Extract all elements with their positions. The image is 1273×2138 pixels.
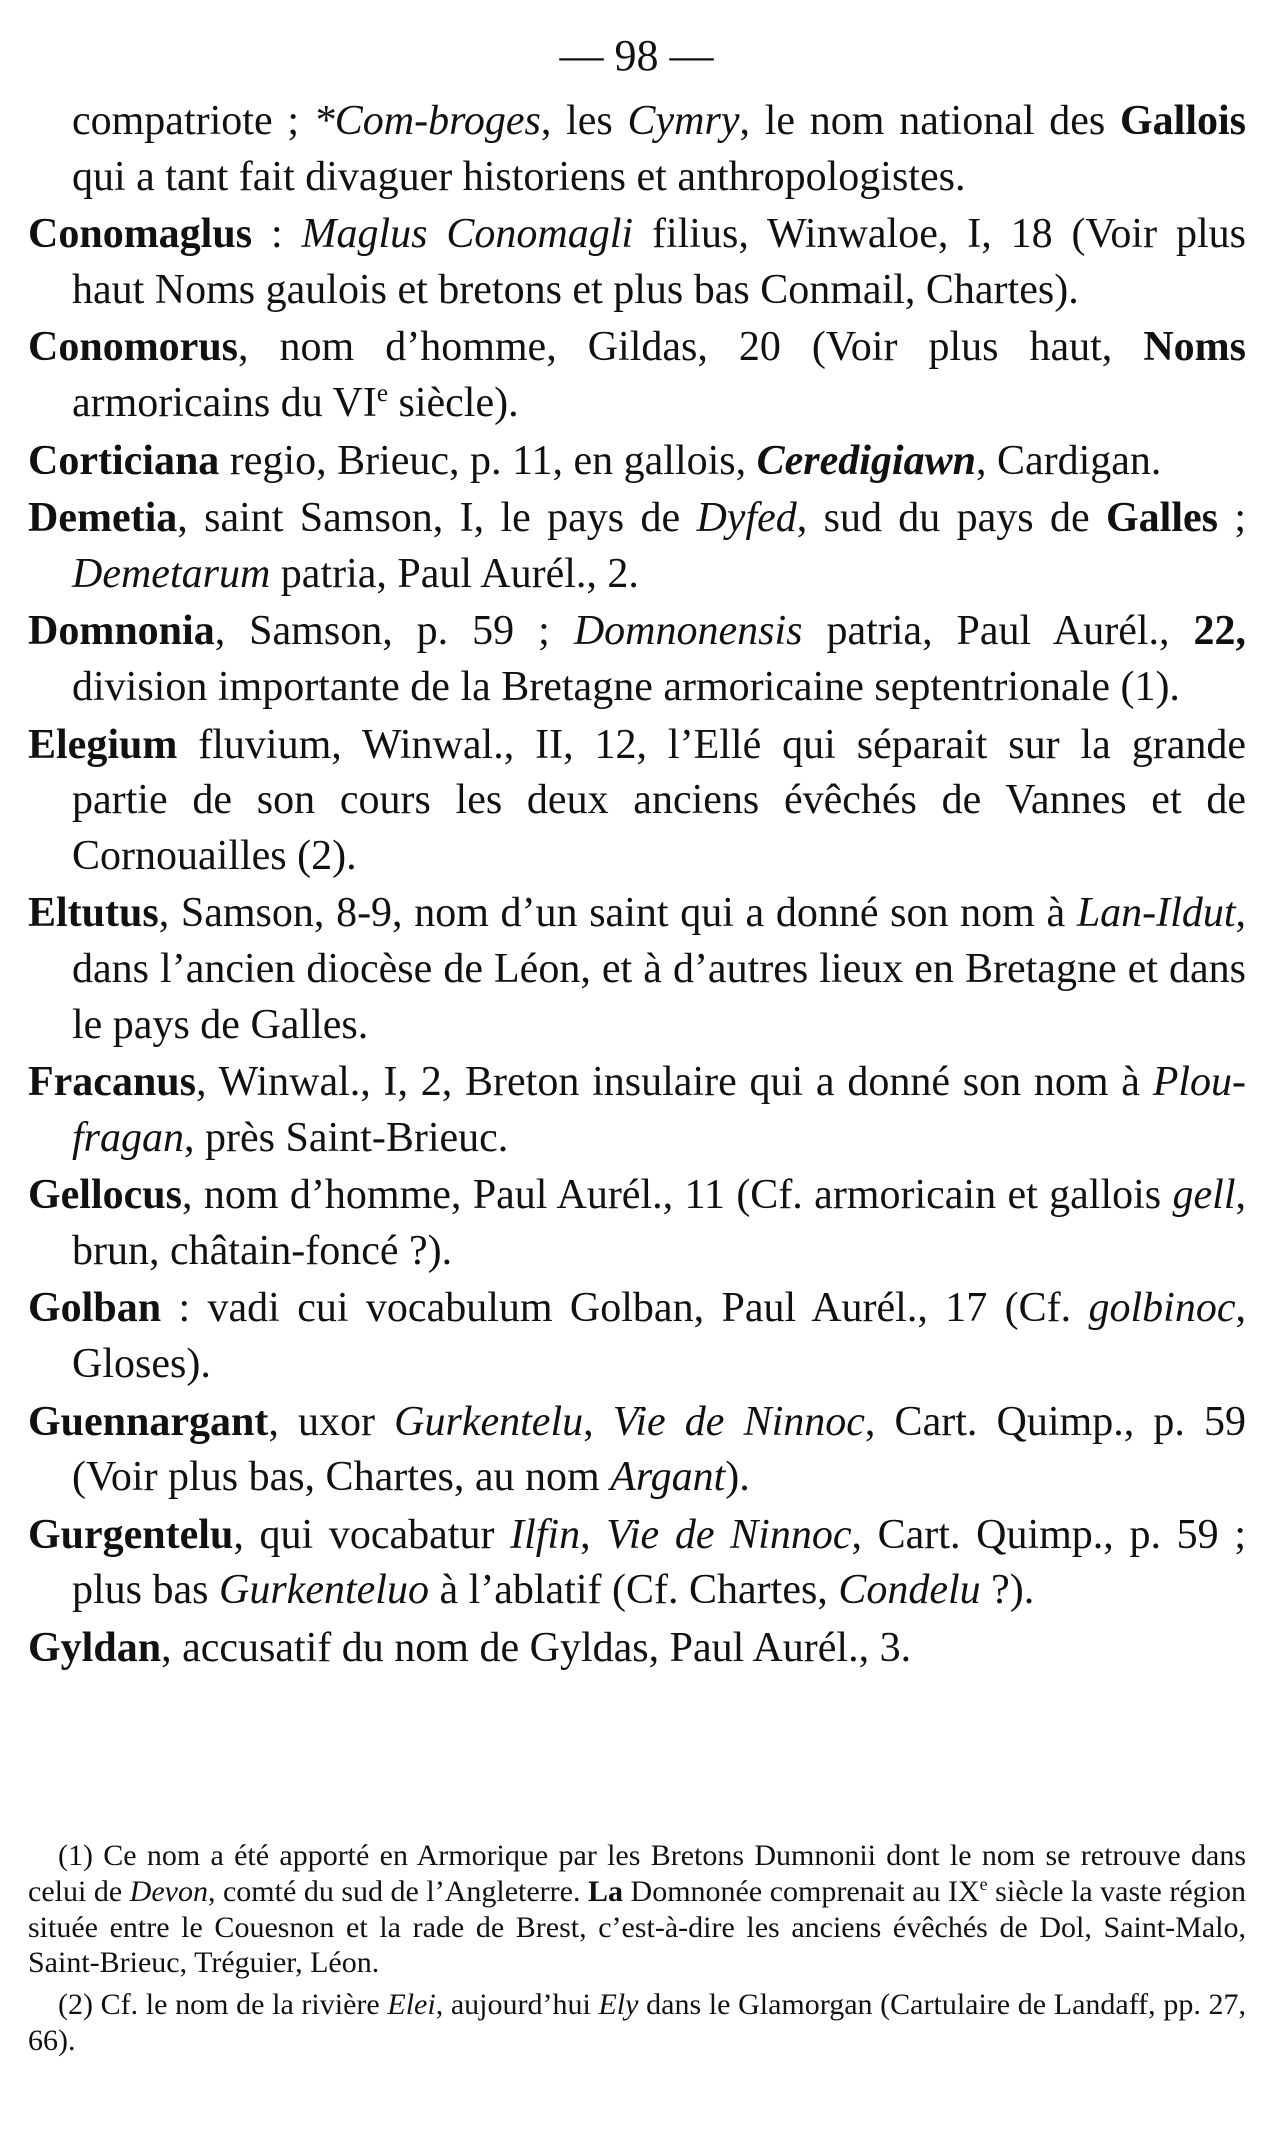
italic-text: Lan-Ildut — [1076, 890, 1236, 937]
text-run: (2) Cf. le nom de la rivière — [58, 1988, 388, 2022]
text-run: : vadi cui vocabulum Golban, Paul Aurél., 17 (Cf. — [161, 1285, 1089, 1332]
text-run: Domnonée comprenait au IX — [623, 1874, 980, 1908]
text-run: , saint Samson, I, le pays de — [177, 495, 697, 542]
text-run: regio, Brieuc, p. 11, en gallois, — [219, 437, 757, 484]
text-run: fluvium, Winwal., II, 12, l’Ellé qui séparait sur la grande partie de son cours les deux anciens évêchés de Vannes et de Cornouailles (2). — [72, 721, 1246, 879]
headword-text: Gellocus — [28, 1172, 182, 1219]
text-run: , aujourd’hui — [435, 1988, 599, 2022]
headword-text: Gurgentelu — [28, 1511, 234, 1558]
headword-text: Conomorus — [28, 324, 239, 371]
text-run: (1) Ce nom a été apporté en Armorique par les Bretons Dumnonii dont le nom se retrouve dans celui de — [28, 1839, 1246, 1908]
text-run: , accusatif du nom de Gyldas, Paul Aurél., 3. — [161, 1625, 912, 1672]
italic-text: Vie de Ninnoc — [606, 1511, 852, 1558]
text-run: ). — [725, 1454, 750, 1501]
text-run: , brun, châtain-foncé ?). — [72, 1172, 1246, 1274]
headword-text: Conomaglus — [28, 211, 253, 258]
text-run: , Winwal., I, 2, Breton insulaire qui a donné son nom à — [196, 1059, 1153, 1106]
text-run: , nom d’homme, Paul Aurél., 11 (Cf. armoricain et gallois — [182, 1172, 1173, 1219]
text-run: , Cart. Quimp., p. 59 (Voir plus bas, Chartes, au nom — [72, 1398, 1246, 1501]
text-run: , qui vocabatur — [233, 1511, 511, 1558]
entry-gellocus — [28, 1168, 1246, 1279]
footnote-fn1 — [28, 1838, 1246, 1981]
italic-text: Ilfin — [510, 1511, 581, 1558]
footnote-fn2 — [28, 1987, 1246, 2059]
italic-text: *Com-broges — [313, 98, 541, 144]
italic-text: Gurkentelu — [394, 1398, 584, 1445]
headword-text: La — [588, 1874, 624, 1908]
page-number: — 98 — — [559, 31, 714, 80]
text-run: , Gloses). — [72, 1285, 1246, 1388]
headword-text: Domnonia — [28, 608, 215, 655]
text-run: , le nom national des — [739, 98, 1120, 144]
headword-text: Fracanus — [28, 1059, 196, 1106]
italic-text: Condelu — [838, 1567, 981, 1614]
headword-text: Golban — [28, 1285, 162, 1332]
headword-text: 22, — [1193, 608, 1247, 655]
entry-golban — [28, 1281, 1246, 1392]
headword-text: Demetia — [28, 495, 178, 542]
footnotes — [28, 1838, 1246, 2065]
entry-eltutus — [28, 886, 1246, 1053]
text-run: , sud du pays de — [796, 495, 1106, 542]
text-run: à l’ablatif (Cf. Chartes, — [428, 1567, 839, 1614]
text-run: ; — [1217, 495, 1247, 542]
text-run: qui a tant fait divaguer historiens et anthropologistes. — [72, 153, 966, 200]
entry-demetia — [28, 491, 1246, 602]
text-run: division importante de la Bretagne armoricaine septentrionale (1). — [72, 663, 1180, 710]
headword-text: Elegium — [28, 721, 178, 768]
text-run: , Cardigan. — [975, 437, 1162, 484]
text-run: e — [979, 1873, 988, 1894]
italic-text: Ely — [598, 1988, 639, 2022]
text-run: , près Saint-Brieuc. — [184, 1114, 509, 1161]
italic-text: gell — [1172, 1172, 1236, 1219]
text-run: , dans l’ancien diocèse de Léon, et à d’autres lieux en Bretagne et dans le pays de Galles. — [72, 890, 1246, 1048]
text-run: : — [252, 211, 302, 258]
italic-text: Demetarum — [72, 550, 271, 597]
text-run: , nom d’homme, Gildas, 20 (Voir plus haut, — [238, 324, 1144, 371]
text-run: , Samson, p. 59 ; — [214, 608, 574, 655]
text-run: , uxor — [268, 1398, 395, 1445]
text-run: siècle la vaste région située entre le Couesnon et la rade de Brest, c’est-à-dire les anciens évêchés de Dol, Saint-Malo, Saint-Brieuc, Tréguier, Léon. — [28, 1874, 1246, 1980]
text-run: siècle). — [388, 379, 519, 426]
italic-text: Elei — [387, 1988, 436, 2022]
entry-guennargant — [28, 1395, 1246, 1506]
entry-fracanus — [28, 1055, 1246, 1166]
italic-text: Domnonensis — [573, 608, 803, 655]
text-run: e — [376, 379, 388, 407]
text-run: , Samson, 8-9, nom d’un saint qui a donné son nom à — [158, 890, 1077, 937]
entry-gurgentelu — [28, 1508, 1246, 1619]
headword-text: Guennargant — [28, 1398, 269, 1445]
text-run: armoricains du VI — [72, 379, 377, 426]
headword-text: Ceredigiawn — [756, 437, 976, 484]
entry-conomorus — [28, 320, 1246, 431]
italic-text: Dyfed — [696, 495, 797, 542]
italic-text: Plou-fragan — [72, 1059, 1246, 1161]
text-run: filius, Winwaloe, I, 18 (Voir plus haut Noms gaulois et bretons et plus bas Conmail, Chartes). — [72, 211, 1246, 313]
italic-text: Argant — [610, 1454, 726, 1501]
entry-gyldan — [28, 1621, 1246, 1677]
italic-text: Devon — [129, 1874, 208, 1908]
headword-text: Corticiana — [28, 437, 220, 484]
entry-conomaglus — [28, 207, 1246, 318]
headword-text: Gyldan — [28, 1625, 162, 1672]
text-run: , — [583, 1398, 613, 1445]
text-run: ?). — [980, 1567, 1035, 1614]
headword-text: Gallois — [1119, 98, 1247, 144]
entry-elegium — [28, 718, 1246, 885]
italic-text: Cymry — [627, 98, 740, 144]
text-run: , Cart. Quimp., p. 59 ; plus bas — [72, 1511, 1246, 1614]
text-run: , comté du sud de l’Angleterre. — [207, 1874, 588, 1908]
entry-corticiana — [28, 434, 1246, 490]
text-run: , — [580, 1511, 607, 1558]
italic-text: Vie de Ninnoc — [612, 1398, 865, 1445]
text-run: patria, Paul Aurél., 2. — [270, 550, 639, 597]
glossary-entries — [28, 94, 1246, 1679]
headword-text: Eltutus — [28, 890, 159, 937]
entry-domnonia — [28, 604, 1246, 715]
text-run: patria, Paul Aurél., — [802, 608, 1194, 655]
text-run: dans le Glamorgan (Cartulaire de Landaff, pp. 27, 66). — [28, 1988, 1246, 2057]
text-run: compatriote ; — [72, 98, 314, 144]
italic-text: golbinoc — [1088, 1285, 1236, 1332]
italic-text: Maglus Conomagli — [301, 211, 634, 258]
italic-text: Gurkenteluo — [219, 1567, 429, 1614]
headword-text: Noms — [1143, 324, 1246, 371]
headword-text: Galles — [1105, 495, 1218, 542]
entry-cont — [28, 94, 1246, 205]
text-run: , les — [540, 98, 628, 144]
